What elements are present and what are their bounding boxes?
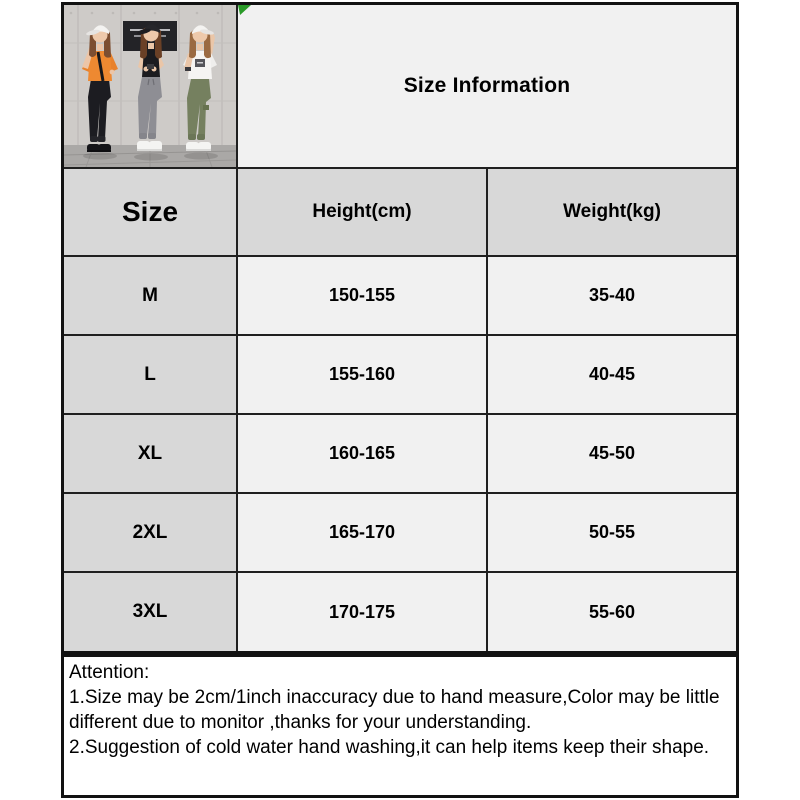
size-label-xl: XL — [64, 415, 236, 492]
height-value-2xl: 165-170 — [238, 494, 486, 571]
size-label-l: L — [64, 336, 236, 413]
green-corner-marker — [238, 5, 251, 15]
weight-value-2xl: 50-55 — [488, 494, 736, 571]
size-label-3xl: 3XL — [64, 573, 236, 651]
weight-value-xl: 45-50 — [488, 415, 736, 492]
attention-heading: Attention: — [69, 662, 150, 683]
height-value-xl: 160-165 — [238, 415, 486, 492]
product-photo-cell — [64, 5, 236, 167]
height-value-l: 155-160 — [238, 336, 486, 413]
size-label-2xl: 2XL — [64, 494, 236, 571]
attention-line: different due to monitor ,thanks for your understanding. — [69, 712, 532, 733]
title-cell — [238, 5, 736, 167]
attention-line: 1.Size may be 2cm/1inch inaccuracy due to hand measure,Color may be little — [69, 687, 720, 708]
height-value-3xl: 170-175 — [238, 573, 486, 651]
column-header-height: Height(cm) — [238, 169, 486, 255]
height-value-m: 150-155 — [238, 257, 486, 334]
column-header-weight: Weight(kg) — [488, 169, 736, 255]
weight-value-m: 35-40 — [488, 257, 736, 334]
attention-box — [61, 654, 739, 798]
weight-value-3xl: 55-60 — [488, 573, 736, 651]
product-photo — [64, 5, 236, 167]
page-title: Size Information — [403, 74, 571, 97]
weight-value-l: 40-45 — [488, 336, 736, 413]
attention-line: 2.Suggestion of cold water hand washing,it can help items keep their shape. — [69, 737, 710, 758]
column-header-size: Size — [64, 169, 236, 255]
size-chart-table — [61, 2, 739, 654]
size-label-m: M — [64, 257, 236, 334]
